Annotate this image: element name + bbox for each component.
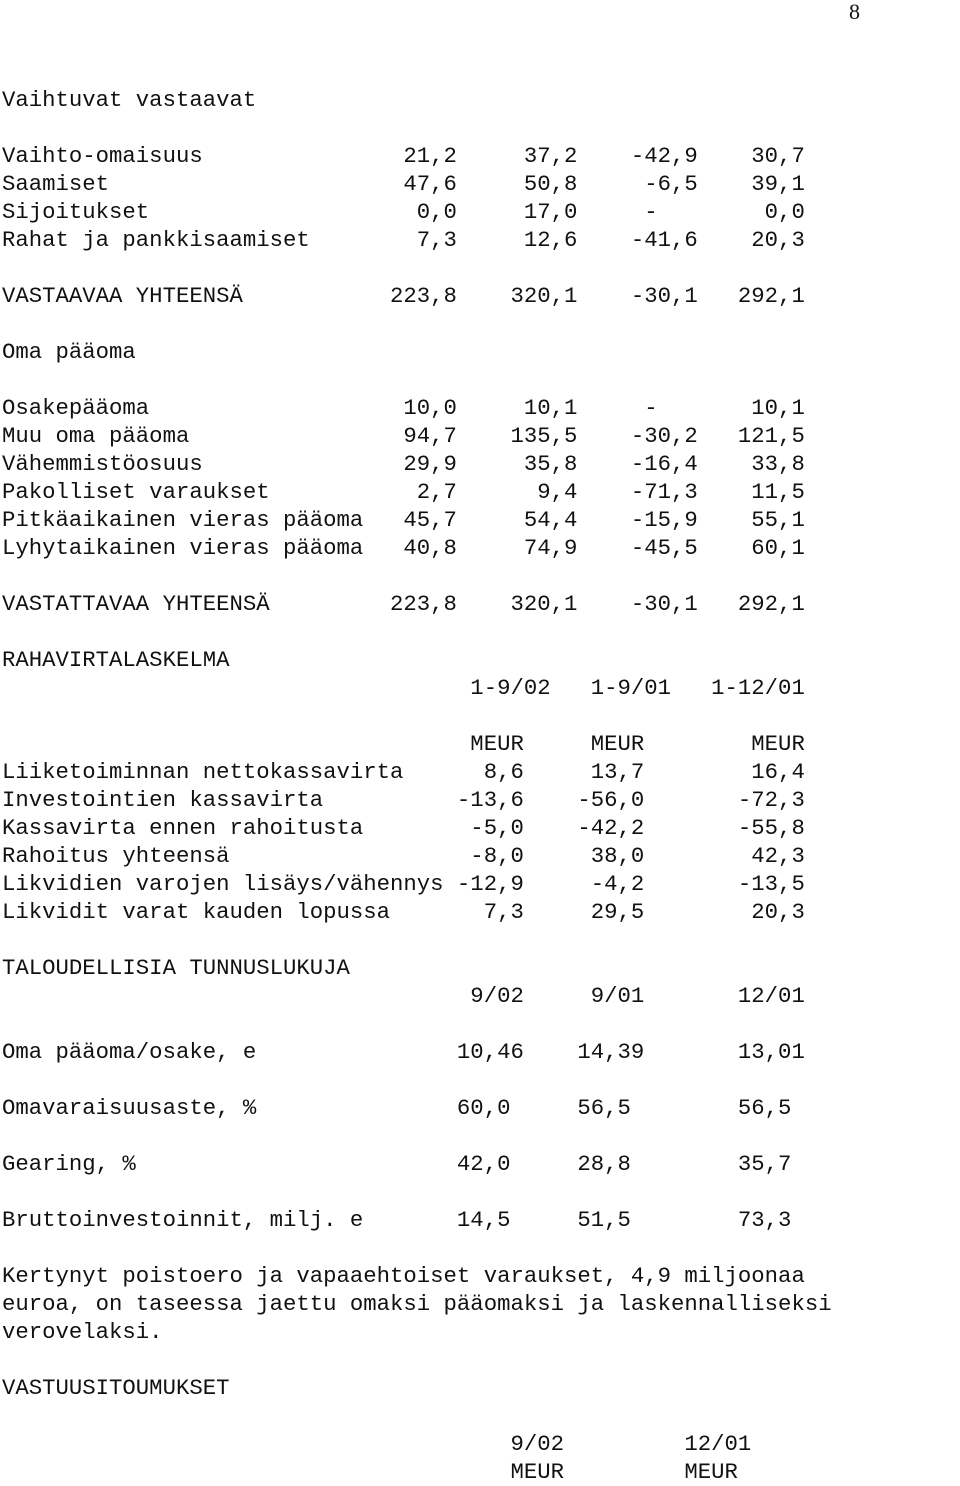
section-heading-key-figures: TALOUDELLISIA TUNNUSLUKUJA — [2, 955, 350, 981]
unit-headers: MEUR MEUR — [2, 1459, 738, 1485]
table-row: Omavaraisuusaste, % 60,0 56,5 56,5 — [2, 1095, 792, 1121]
paragraph-line: verovelaksi. — [2, 1319, 163, 1345]
table-row: Vähemmistöosuus 29,9 35,8 -16,4 33,8 — [2, 451, 805, 477]
section-heading-current-assets: Vaihtuvat vastaavat — [2, 87, 257, 113]
table-row: Rahat ja pankkisaamiset 7,3 12,6 -41,6 20,3 — [2, 227, 805, 253]
table-row: Gearing, % 42,0 28,8 35,7 — [2, 1151, 792, 1177]
table-row: Sijoitukset 0,0 17,0 - 0,0 — [2, 199, 805, 225]
table-row: Pakolliset varaukset 2,7 9,4 -71,3 11,5 — [2, 479, 805, 505]
table-row: Kassavirta ennen rahoitusta -5,0 -42,2 -55,8 — [2, 815, 805, 841]
unit-headers: MEUR MEUR MEUR — [2, 731, 805, 757]
paragraph-line: Kertynyt poistoero ja vapaaehtoiset varaukset, 4,9 miljoonaa — [2, 1263, 805, 1289]
table-row: Likvidit varat kauden lopussa 7,3 29,5 20,3 — [2, 899, 805, 925]
column-headers: 9/02 9/01 12/01 — [2, 983, 805, 1009]
total-row: VASTAAVAA YHTEENSÄ 223,8 320,1 -30,1 292,1 — [2, 283, 805, 309]
table-row: Bruttoinvestoinnit, milj. e 14,5 51,5 73,3 — [2, 1207, 792, 1233]
table-row: Muu oma pääoma 94,7 135,5 -30,2 121,5 — [2, 423, 805, 449]
column-headers: 9/02 12/01 — [2, 1431, 752, 1457]
table-row: Rahoitus yhteensä -8,0 38,0 42,3 — [2, 843, 805, 869]
column-headers: 1-9/02 1-9/01 1-12/01 — [2, 675, 805, 701]
table-row: Pitkäaikainen vieras pääoma 45,7 54,4 -15,9 55,1 — [2, 507, 805, 533]
table-row: Osakepääoma 10,0 10,1 - 10,1 — [2, 395, 805, 421]
table-row: Oma pääoma/osake, e 10,46 14,39 13,01 — [2, 1039, 805, 1065]
table-row: Liiketoiminnan nettokassavirta 8,6 13,7 16,4 — [2, 759, 805, 785]
section-heading-commitments: VASTUUSITOUMUKSET — [2, 1375, 230, 1401]
paragraph-line: euroa, on taseessa jaettu omaksi pääomaksi ja laskennalliseksi — [2, 1291, 832, 1317]
section-heading-equity: Oma pääoma — [2, 339, 136, 365]
table-row: Likvidien varojen lisäys/vähennys -12,9 -4,2 -13,5 — [2, 871, 805, 897]
table-row: Lyhytaikainen vieras pääoma 40,8 74,9 -45,5 60,1 — [2, 535, 805, 561]
table-row: Vaihto-omaisuus 21,2 37,2 -42,9 30,7 — [2, 143, 805, 169]
section-heading-cash-flow: RAHAVIRTALASKELMA — [2, 647, 230, 673]
table-row: Investointien kassavirta -13,6 -56,0 -72,3 — [2, 787, 805, 813]
table-row: Saamiset 47,6 50,8 -6,5 39,1 — [2, 171, 805, 197]
total-row: VASTATTAVAA YHTEENSÄ 223,8 320,1 -30,1 292,1 — [2, 591, 805, 617]
page-number: 8 — [849, 0, 860, 24]
